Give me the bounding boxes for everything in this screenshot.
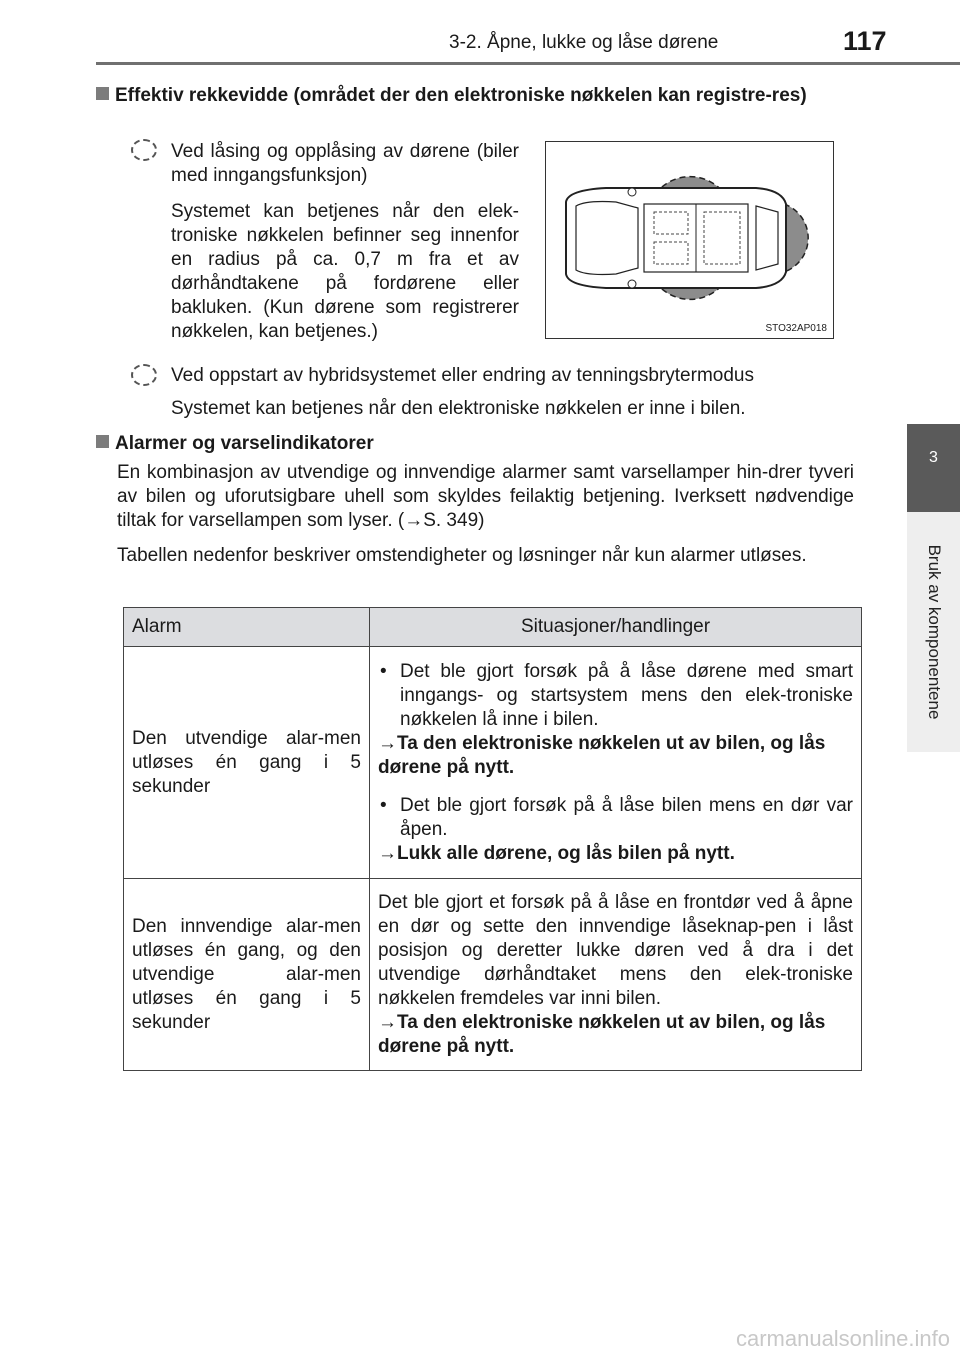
row1-action2: →Lukk alle dørene, og lås bilen på nytt. [378, 842, 735, 864]
item2-title: Ved oppstart av hybridsystemet eller endring av tenningsbrytermodus [171, 365, 754, 386]
section-heading-range-text: Effektiv rekkevidde (området der den elektroniske nøkkelen kan registre-res) [115, 85, 807, 106]
heading-square-icon [96, 435, 109, 448]
section-title: 3-2. Åpne, lukke og låse dørene [449, 32, 719, 53]
heading-square-icon [96, 87, 109, 100]
section-heading-alarms-text: Alarmer og varselindikatorer [115, 433, 374, 454]
row2-situations [370, 879, 862, 1071]
alarm-table [123, 607, 862, 1071]
table-row [124, 879, 862, 1071]
table-row [124, 647, 862, 879]
table-header-row [124, 608, 862, 647]
row1-bullet2: • Det ble gjort forsøk på å låse bilen mens en dør var åpen. [378, 794, 853, 842]
header-rule [96, 62, 960, 65]
row1-bullet1: • Det ble gjort forsøk på å låse dørene med smart inngangs- og startsystem mens den elek-troniske nøkkelen lå inne i bilen. [378, 660, 853, 732]
col-header-alarm: Alarm [124, 608, 370, 647]
row1-action1: →Ta den elektroniske nøkkelen ut av bilen, og lås dørene på nytt. [378, 732, 826, 778]
chapter-tab-text: Bruk av komponentene [924, 544, 944, 720]
section-heading-range [96, 84, 864, 108]
alarms-para-2: Tabellen nedenfor beskriver omstendigheter og løsninger når kun alarmer utløses. [117, 545, 807, 566]
chapter-tab-number: 3 [907, 424, 960, 512]
alarms-para-1: En kombinasjon av utvendige og innvendige alarmer samt varsellamper hin-drer tyveri av bilen og uforutsigbare uhell som skyldes feilaktig betjening. Iverksett nødvendige tiltak for varsellampen som lyser. (→S. 349) [117, 462, 854, 531]
row1-situations [370, 647, 862, 879]
section-heading-alarms [96, 432, 864, 456]
row2-alarm: Den innvendige alar-men utløses én gang, og den utvendige alar-men utløses én gang i 5 sekunder [124, 879, 370, 1071]
watermark: carmanualsonline.info [735, 1326, 950, 1351]
row1-alarm: Den utvendige alar-men utløses én gang i 5 sekunder [124, 647, 370, 879]
range-figure [545, 141, 834, 339]
chapter-tab-label [907, 512, 960, 752]
car-range-diagram [546, 142, 833, 338]
col-header-situations: Situasjoner/handlinger [370, 608, 862, 647]
start-function-icon [131, 364, 157, 386]
figure-code: STO32AP018 [765, 323, 827, 334]
item2-body: Systemet kan betjenes når den elektroniske nøkkelen er inne i bilen. [171, 398, 746, 419]
row2-action: →Ta den elektroniske nøkkelen ut av bilen, og lås dørene på nytt. [378, 1011, 826, 1057]
item1-body: Systemet kan betjenes når den elek-troniske nøkkelen befinner seg innenfor en radius på ca. 0,7 m fra et av dørhåndtakene på fordørene eller bakluken. (Kun dørene som registrerer nøkkelen, kan betjenes.) [171, 201, 519, 342]
page-number: 117 [843, 26, 887, 56]
row2-text: Det ble gjort et forsøk på å låse en frontdør ved å åpne en dør og sette den innvendige låseknap-pen i låst posisjon og deretter lukke døren ved å dra i det utvendige dørhåndtaket mens den elek-troniske nøkkelen fremdeles var inni bilen. [378, 891, 853, 1009]
entry-function-icon [131, 139, 157, 161]
item1-title: Ved låsing og opplåsing av dørene (biler med inngangsfunksjon) [171, 141, 519, 186]
